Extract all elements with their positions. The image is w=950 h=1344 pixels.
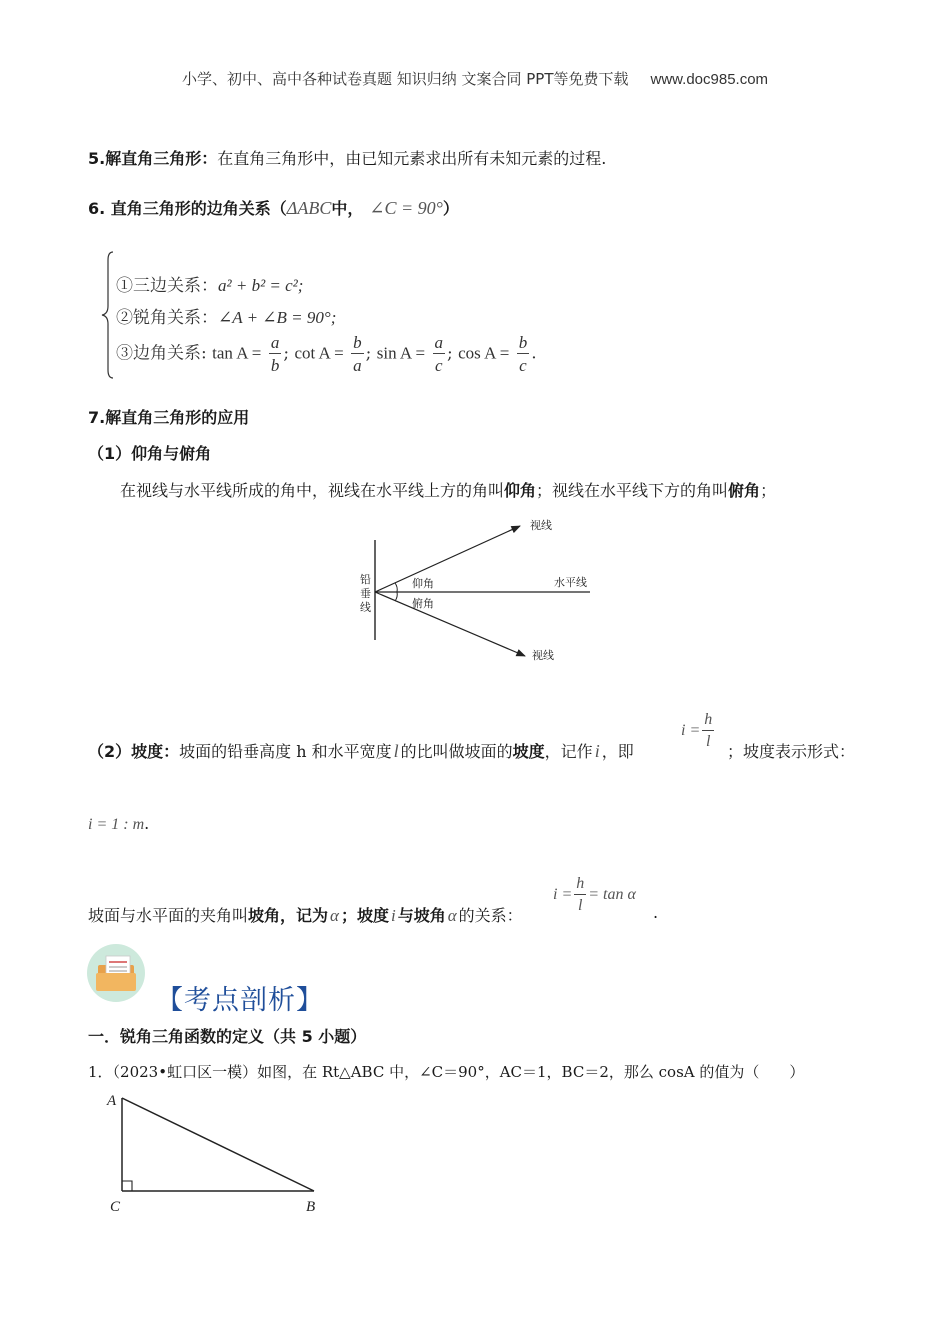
header-url[interactable]: www.doc985.com bbox=[650, 71, 769, 88]
relation-3 bbox=[116, 334, 537, 374]
relation-1-formula: a² + b² = c²; bbox=[218, 276, 304, 295]
right-triangle-diagram bbox=[100, 1088, 330, 1218]
p2-i: i bbox=[390, 906, 396, 925]
plumb-label-1: 铅 bbox=[360, 573, 371, 586]
slope-tan-eq-i: i = bbox=[553, 886, 573, 903]
section-5-title: 5.解直角三角形： bbox=[88, 149, 218, 168]
p1-a: 在视线与水平线所成的角中，视线在水平线上方的角叫 bbox=[120, 481, 505, 500]
slope-t3: 坡度 bbox=[512, 742, 545, 761]
question-1: 1．（2023•虹口区一模）如图，在 Rt△ABC 中，∠C＝90°，AC＝1，BC＝2，那么 cosA 的值为（ ） bbox=[88, 1063, 805, 1081]
section-6-close: ） bbox=[442, 199, 459, 218]
section-5-body: 在直角三角形中，由已知元素求出所有未知元素的过程. bbox=[217, 149, 607, 168]
sight-label-up: 视线 bbox=[530, 519, 552, 532]
tan-numerator: a bbox=[270, 333, 280, 352]
sep-3: ; bbox=[447, 343, 453, 364]
p2-b: 坡角，记为 bbox=[248, 906, 329, 925]
slope-form bbox=[88, 814, 149, 834]
cot-label: cot A = bbox=[294, 343, 344, 363]
p2-alpha-2: α bbox=[447, 906, 457, 925]
depression-arc bbox=[395, 592, 397, 601]
sin-fraction bbox=[433, 334, 446, 374]
section-6-angle: ∠C = 90° bbox=[369, 198, 443, 218]
p1-depression: 俯角 bbox=[728, 481, 761, 500]
tan-label: tan A = bbox=[212, 343, 262, 363]
tan-fraction bbox=[269, 334, 282, 374]
relation-1-label: ①三边关系： bbox=[116, 276, 218, 296]
p2-e: 的关系： bbox=[458, 906, 523, 925]
sin-label: sin A = bbox=[376, 343, 426, 363]
plumb-label-2: 垂 bbox=[360, 587, 371, 600]
slope-eq-i: i = bbox=[681, 722, 701, 739]
relation-2 bbox=[116, 303, 336, 328]
cot-numerator: b bbox=[353, 333, 362, 352]
page-header bbox=[0, 68, 950, 89]
relation-1 bbox=[116, 271, 303, 296]
slope-paragraph bbox=[88, 739, 634, 762]
section-7-title: 7.解直角三角形的应用 bbox=[88, 408, 250, 427]
slope-tan-formula bbox=[553, 876, 636, 914]
plumb-label-3: 线 bbox=[360, 601, 371, 614]
p1-c: ；视线在水平线下方的角叫 bbox=[536, 481, 729, 500]
vertex-c: C bbox=[110, 1199, 121, 1215]
slope-l: l bbox=[393, 741, 399, 761]
slope-t6: ；坡度表示形式： bbox=[727, 742, 856, 761]
cot-denominator: a bbox=[353, 356, 362, 375]
elevation-label: 仰角 bbox=[412, 577, 434, 590]
section-7-paragraph bbox=[120, 478, 776, 501]
horizontal-label: 水平线 bbox=[554, 576, 587, 589]
slope-denominator: l bbox=[706, 733, 711, 750]
cos-label: cos A = bbox=[458, 343, 510, 363]
section-5 bbox=[88, 146, 606, 169]
sep-2: ; bbox=[365, 343, 372, 364]
header-text: 小学、初中、高中各种试卷真题 知识归纳 文案合同 PPT等免费下载 bbox=[181, 70, 629, 88]
slope-tan-denominator: l bbox=[578, 897, 583, 914]
slope-tan-fraction bbox=[574, 876, 586, 914]
tan-denominator: b bbox=[270, 356, 280, 375]
section-6 bbox=[88, 196, 459, 219]
p2-c: ；坡度 bbox=[340, 906, 389, 925]
sin-denominator: c bbox=[434, 356, 443, 375]
slope-numerator: h bbox=[702, 712, 714, 731]
sin-numerator: a bbox=[434, 333, 443, 352]
p2-a: 坡面与水平面的夹角叫 bbox=[88, 906, 249, 925]
relation-3-end: . bbox=[531, 343, 537, 364]
section-6-mid: 中， bbox=[331, 199, 364, 218]
right-angle-mark bbox=[122, 1181, 132, 1191]
slope-angle-paragraph bbox=[88, 903, 523, 926]
slope-t5: ，即 bbox=[601, 742, 634, 761]
slope-tan-numerator: h bbox=[574, 876, 586, 895]
relation-2-label: ②锐角关系： bbox=[116, 308, 218, 328]
p1-e: ； bbox=[760, 481, 777, 500]
slope-definition-formula bbox=[681, 712, 716, 750]
cos-fraction bbox=[517, 334, 530, 374]
slope-fraction bbox=[702, 712, 714, 750]
cos-numerator: b bbox=[518, 333, 528, 352]
elevation-arc bbox=[395, 583, 397, 592]
side-ab bbox=[122, 1098, 314, 1191]
sight-line-up bbox=[375, 526, 520, 592]
cot-fraction bbox=[351, 334, 364, 374]
left-brace bbox=[100, 250, 116, 380]
p1-elevation: 仰角 bbox=[504, 481, 537, 500]
section-7-sub1: （1）仰角与俯角 bbox=[88, 444, 212, 463]
slope-t2: 的比叫做坡面的 bbox=[400, 742, 513, 761]
vertex-b: B bbox=[306, 1199, 316, 1215]
vertex-a: A bbox=[107, 1093, 117, 1109]
relation-2-formula: ∠A + ∠B = 90°; bbox=[218, 308, 337, 327]
sight-line-down bbox=[375, 592, 525, 656]
slope-t1: 坡面的铅垂高度 h 和水平宽度 bbox=[179, 742, 392, 761]
slope-form-formula: i = 1 : m bbox=[88, 816, 145, 833]
relation-3-label: ③边角关系: bbox=[116, 343, 207, 364]
slope-t4: ，记作 bbox=[544, 742, 593, 761]
cos-denominator: c bbox=[519, 356, 527, 375]
depression-label: 俯角 bbox=[412, 597, 434, 610]
section-6-title: 6. 直角三角形的边角关系（ bbox=[88, 199, 287, 218]
folder-document-icon bbox=[86, 943, 146, 1003]
slope-tan-right: = tan α bbox=[588, 886, 636, 903]
sight-label-down: 视线 bbox=[532, 649, 554, 662]
banner-title: 【考点剖析】 bbox=[156, 985, 324, 1016]
slope-tan-dot: . bbox=[653, 903, 659, 922]
section-6-triangle: ΔABC bbox=[286, 198, 332, 218]
part-1-title: 一．锐角三角函数的定义（共 5 小题） bbox=[88, 1027, 367, 1046]
slope-sub2: （2）坡度： bbox=[88, 742, 180, 761]
sep-1: ; bbox=[283, 343, 290, 364]
slope-i: i bbox=[594, 741, 600, 761]
p2-d: 与坡角 bbox=[397, 906, 446, 925]
elevation-depression-diagram bbox=[340, 510, 620, 670]
slope-form-dot: . bbox=[144, 814, 150, 833]
p2-alpha-1: α bbox=[330, 906, 339, 925]
